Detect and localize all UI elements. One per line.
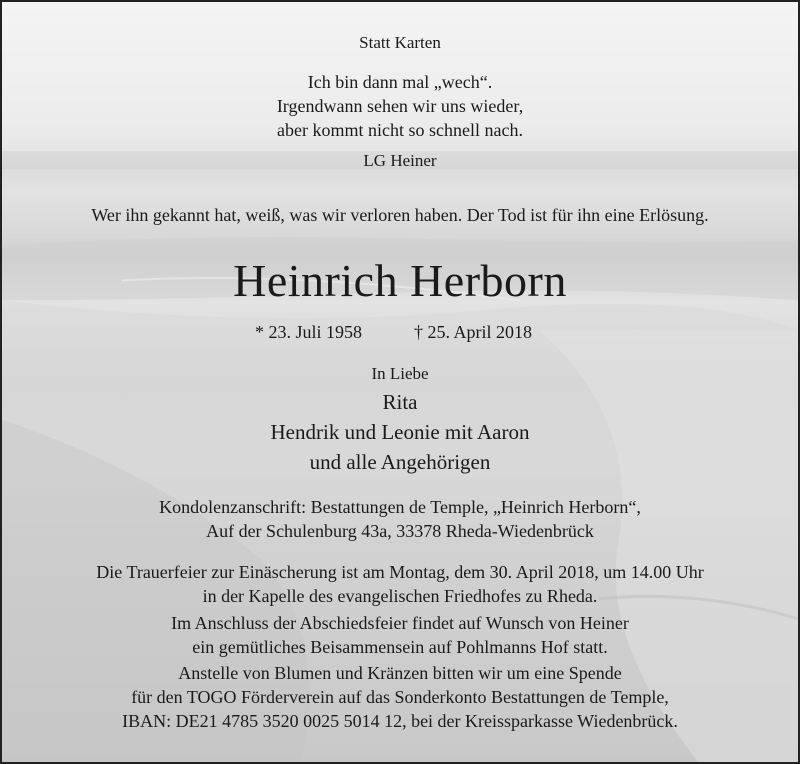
ceremony-line-2: in der Kapelle des evangelischen Friedhofes zu Rheda. [202,586,598,606]
mourner-hendrik-leonie: Hendrik und Leonie mit Aaron [270,420,530,444]
statt-karten: Statt Karten [359,33,441,52]
ceremony-line-4: ein gemütliches Beisammensein auf Pohlmanns Hof statt. [192,637,608,657]
ceremony-line-3: Im Anschluss der Abschiedsfeier findet auf Wunsch von Heiner [171,613,629,633]
mourner-relatives: und alle Angehörigen [309,450,491,474]
quote: Wer ihn gekannt hat, weiß, was wir verloren haben. Der Tod ist für ihn eine Erlösung. [91,205,709,225]
mourners-intro: In Liebe [371,364,429,383]
deceased-name: Heinrich Herborn [233,255,567,306]
death-date: † 25. April 2018 [414,322,533,342]
poem-line-1: Ich bin dann mal „wech“. [307,72,493,92]
poem-line-2: Irgendwann sehen wir uns wieder, [276,96,524,116]
birth-date: * 23. Juli 1958 [255,322,363,342]
donation-line-2: für den TOGO Förderverein auf das Sonderkonto Bestattungen de Temple, [131,687,669,707]
poem-line-3: aber kommt nicht so schnell nach. [277,120,523,140]
ceremony-line-1: Die Trauerfeier zur Einäscherung ist am Montag, dem 30. April 2018, um 14.00 Uhr [96,562,704,582]
donation-line-1: Anstelle von Blumen und Kränzen bitten wir um eine Spende [178,663,622,683]
donation-iban: IBAN: DE21 4785 3520 0025 5014 12, bei der Kreissparkasse Wiedenbrück. [122,711,678,731]
mourner-rita: Rita [382,390,418,414]
condolence-line-1: Kondolenzanschrift: Bestattungen de Temple, „Heinrich Herborn“, [159,497,641,517]
poem-signature: LG Heiner [363,151,437,170]
condolence-line-2: Auf der Schulenburg 43a, 33378 Rheda-Wiedenbrück [206,521,594,541]
